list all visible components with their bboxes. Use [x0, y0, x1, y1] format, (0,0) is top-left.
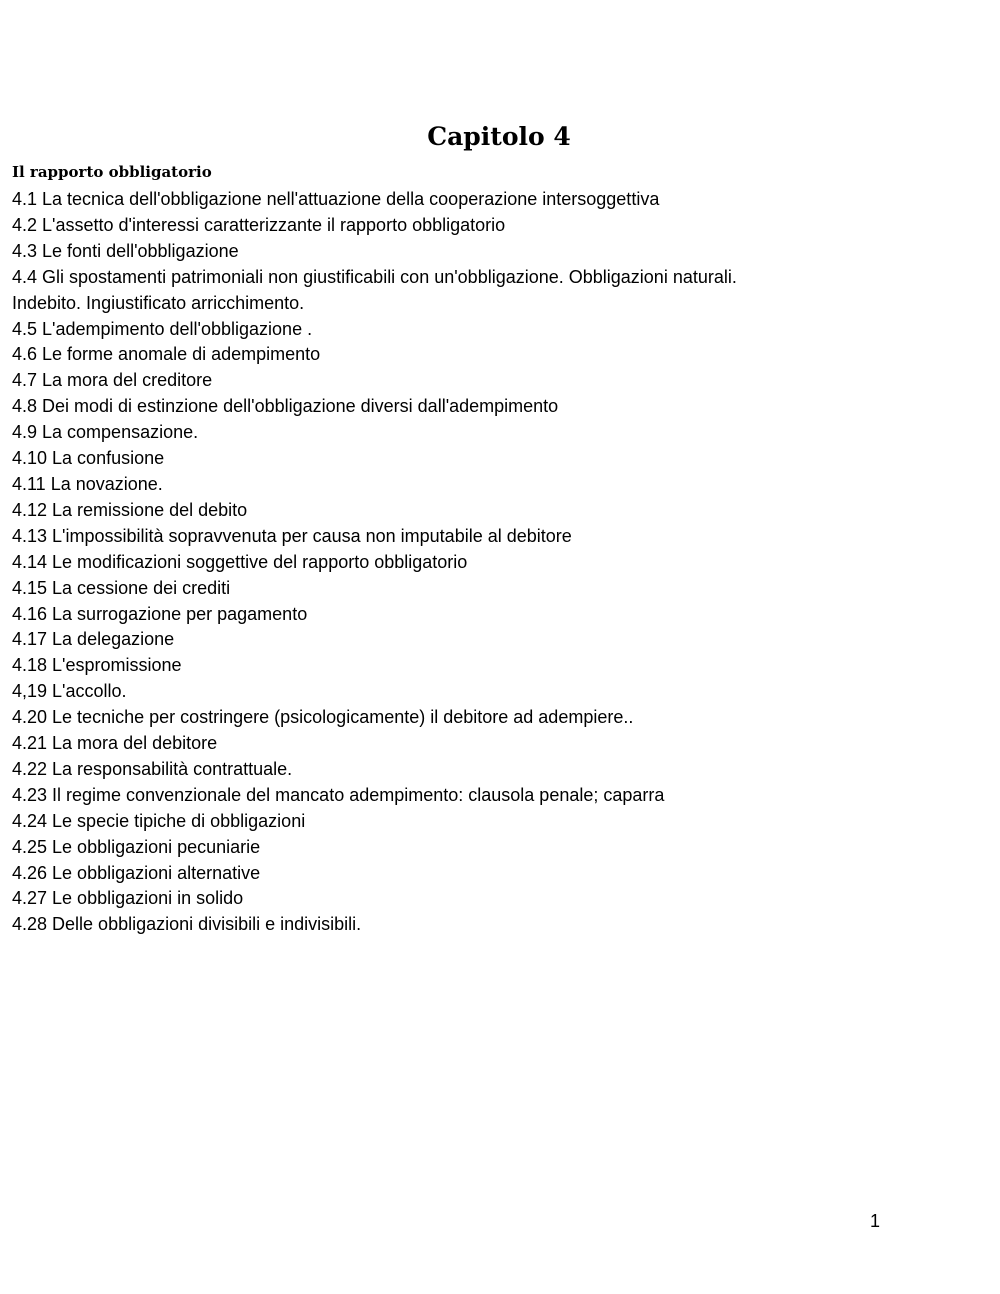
chapter-title: Capitolo 4 — [427, 122, 571, 151]
toc-line: 4.20 Le tecniche per costringere (psicologicamente) il debitore ad adempiere.. — [12, 707, 634, 728]
page-number: 1 — [869, 1211, 880, 1231]
toc-line: 4.7 La mora del creditore — [12, 370, 213, 391]
toc-line: 4.4 Gli spostamenti patrimoniali non giustificabili con un'obbligazione. Obbligazioni naturali. — [12, 266, 737, 287]
toc-line: 4.21 La mora del debitore — [12, 733, 218, 754]
toc-line: 4.8 Dei modi di estinzione dell'obbligazione diversi dall'adempimento — [12, 396, 559, 417]
toc-line: 4.14 Le modificazioni soggettive del rapporto obbligatorio — [12, 551, 468, 572]
toc-line: 4.6 Le forme anomale di adempimento — [12, 344, 321, 365]
toc-line: 4.5 L'adempimento dell'obbligazione . — [12, 318, 313, 339]
toc-line: 4,19 L'accollo. — [12, 681, 127, 702]
toc-line: 4.9 La compensazione. — [12, 422, 199, 443]
toc-line: 4.12 La remissione del debito — [12, 499, 248, 520]
toc-line: Indebito. Ingiustificato arricchimento. — [12, 292, 305, 313]
toc-line: 4.28 Delle obbligazioni divisibili e indivisibili. — [12, 914, 362, 935]
toc-line: 4.22 La responsabilità contrattuale. — [12, 758, 293, 779]
toc-line: 4.11 La novazione. — [12, 473, 163, 494]
toc-line: 4.3 Le fonti dell'obbligazione — [12, 240, 239, 261]
toc-line: 4.25 Le obbligazioni pecuniarie — [12, 836, 261, 857]
toc-line: 4.10 La confusione — [12, 448, 165, 469]
toc-line: 4.17 La delegazione — [12, 629, 175, 650]
section-heading: Il rapporto obbligatorio — [12, 163, 212, 181]
toc-line: 4.27 Le obbligazioni in solido — [12, 888, 244, 909]
table-of-contents — [12, 187, 972, 938]
toc-line: 4.13 L'impossibilità sopravvenuta per causa non imputabile al debitore — [12, 525, 572, 546]
toc-line: 4.16 La surrogazione per pagamento — [12, 603, 308, 624]
toc-line: 4.24 Le specie tipiche di obbligazioni — [12, 810, 306, 831]
toc-line: 4.18 L'espromissione — [12, 655, 182, 676]
toc-line: 4.26 Le obbligazioni alternative — [12, 862, 261, 883]
toc-line: 4.23 Il regime convenzionale del mancato adempimento: clausola penale; caparra — [12, 784, 665, 805]
toc-line: 4.1 La tecnica dell'obbligazione nell'attuazione della cooperazione intersoggettiva — [12, 189, 660, 209]
toc-line: 4.2 L'assetto d'interessi caratterizzante il rapporto obbligatorio — [12, 214, 506, 235]
toc-line: 4.15 La cessione dei crediti — [12, 577, 231, 598]
